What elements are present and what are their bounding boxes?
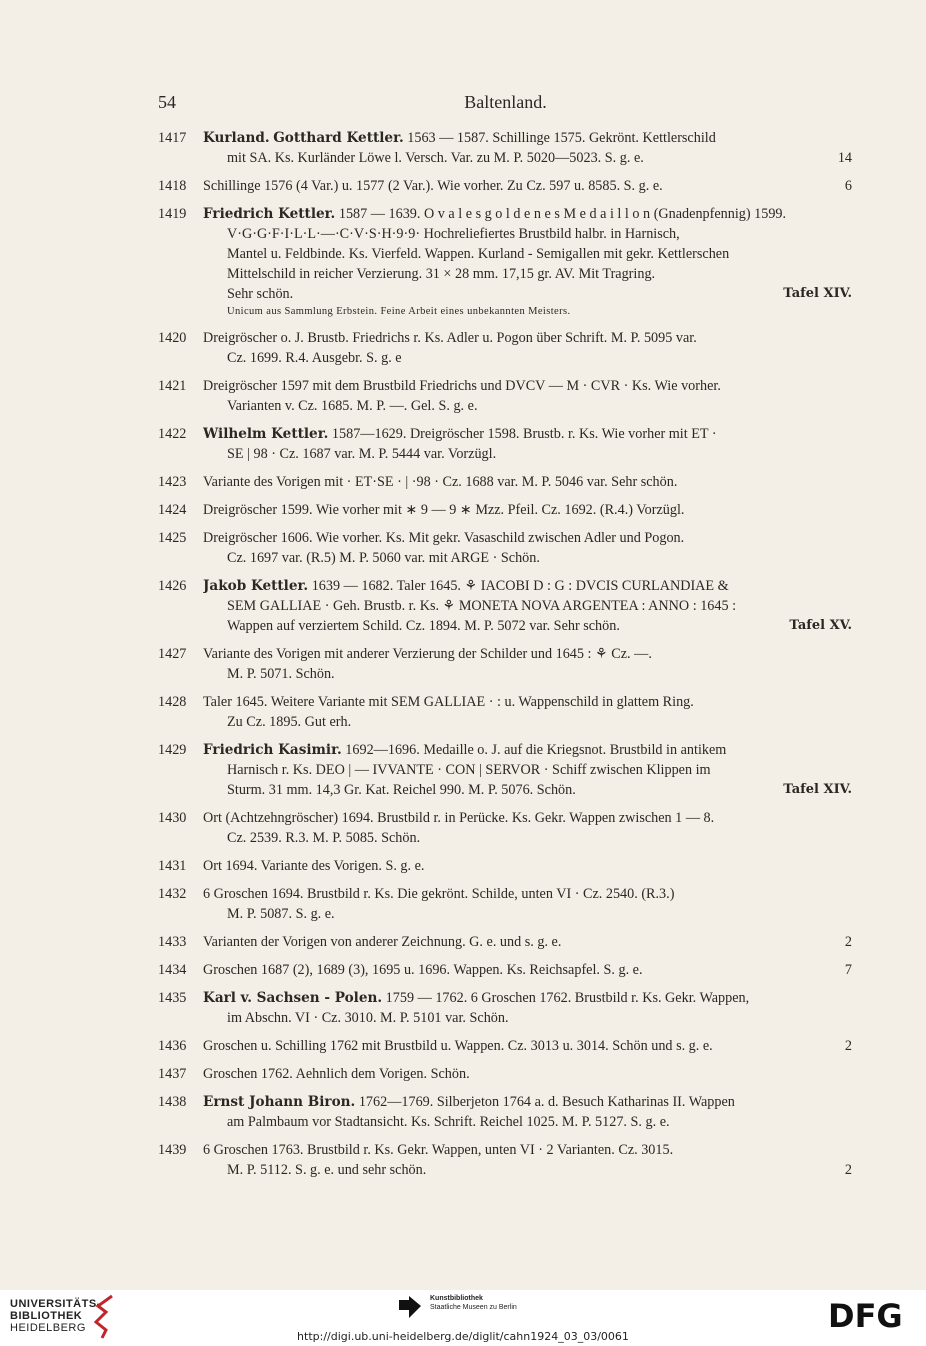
ruler-name: Wilhelm Kettler.	[203, 426, 329, 442]
entry-text: Mantel u. Feldbinde. Ks. Vierfeld. Wappen. Kurland - Semigallen mit gekr. Kettlerschen	[227, 246, 730, 262]
entry-text: Harnisch r. Ks. DEO | — IVVANTE · CON | SERVOR · Schiff zwischen Klippen im	[227, 762, 711, 778]
entry-number: 1424	[158, 502, 187, 518]
entry-number: 1418	[158, 178, 187, 194]
entry-line	[203, 856, 852, 876]
entry-line	[203, 264, 852, 284]
entry-text: 1692—1696. Medaille o. J. auf die Kriegsnot. Brustbild in antikem	[341, 742, 727, 758]
entry-number: 1425	[158, 530, 187, 546]
catalog-entry	[158, 528, 852, 568]
entry-text: 1563 — 1587. Schillinge 1575. Gekrönt. Kettlerschild	[403, 130, 716, 146]
entry-line	[203, 884, 852, 904]
entry-text: M. P. 5112. S. g. e. und sehr schön.	[227, 1162, 427, 1178]
entry-number: 1426	[158, 578, 187, 594]
entry-number: 1438	[158, 1094, 187, 1110]
entry-text: SEM GALLIAE · Geh. Brustb. r. Ks. ⚘ MONETA NOVA ARGENTEA : ANNO : 1645 :	[227, 598, 737, 614]
entry-number: 1421	[158, 378, 187, 394]
kb-subtitle: Staatliche Museen zu Berlin	[430, 1304, 517, 1311]
entry-text: V·G·G·F·I·L·L·—·C·V·S·H·9·9· Hochreliefiertes Brustbild halbr. in Harnisch,	[227, 226, 680, 242]
entry-line	[203, 528, 852, 548]
entry-line	[203, 244, 852, 264]
entry-number: 1439	[158, 1142, 187, 1158]
entry-text: im Abschn. VI · Cz. 3010. M. P. 5101 var. Schön.	[227, 1010, 509, 1026]
ruler-name: Friedrich Kettler.	[203, 206, 336, 222]
catalog-entry	[158, 884, 852, 924]
entry-text: SE | 98 · Cz. 1687 var. M. P. 5444 var. Vorzügl.	[227, 446, 497, 462]
entry-text: 6 Groschen 1694. Brustbild r. Ks. Die gekrönt. Schilde, unten VI · Cz. 2540. (R.3.)	[203, 886, 675, 902]
ruler-name: Ernst Johann Biron.	[203, 1094, 356, 1110]
kb-title: Kunstbibliothek	[430, 1295, 483, 1302]
entry-number: 1417	[158, 130, 187, 146]
plate-reference: Tafel XIV.	[783, 286, 852, 301]
entry-text: Ort (Achtzehngröscher) 1694. Brustbild r. in Perücke. Ks. Gekr. Wappen zwischen 1 — 8.	[203, 810, 715, 826]
entry-number: 1422	[158, 426, 187, 442]
catalog-entry	[158, 692, 852, 732]
footer	[0, 1290, 926, 1346]
ruler-name: Jakob Kettler.	[203, 578, 309, 594]
entry-text: Groschen 1687 (2), 1689 (3), 1695 u. 1696. Wappen. Ks. Reichsapfel. S. g. e.	[203, 962, 643, 978]
catalog-entry	[158, 988, 852, 1028]
lot-count: 2	[844, 1162, 852, 1178]
entry-line	[203, 284, 852, 304]
entry-text: Cz. 1697 var. (R.5) M. P. 5060 var. mit ARGE · Schön.	[227, 550, 540, 566]
entry-text: 1639 — 1682. Taler 1645. ⚘ IACOBI D : G : DVCIS CURLANDIAE &	[308, 578, 729, 594]
entry-line	[203, 1160, 852, 1180]
entry-number: 1429	[158, 742, 187, 758]
university-library-label	[10, 1298, 101, 1334]
entry-line	[203, 328, 852, 348]
lot-count: 2	[844, 1038, 852, 1054]
entry-text: Groschen u. Schilling 1762 mit Brustbild u. Wappen. Cz. 3013 u. 3014. Schön und s. g. e.	[203, 1038, 713, 1054]
catalog-entry	[158, 472, 852, 492]
uni-line: BIBLIOTHEK	[10, 1310, 83, 1322]
entry-line	[203, 1112, 852, 1132]
page-header	[158, 92, 853, 120]
catalog-entry	[158, 856, 852, 876]
dfg-logo-icon	[828, 1298, 916, 1332]
entry-line	[203, 596, 852, 616]
catalog-entry	[158, 204, 852, 320]
entry-number: 1420	[158, 330, 187, 346]
catalog-entry	[158, 1140, 852, 1180]
entry-line	[203, 644, 852, 664]
entry-line	[203, 472, 852, 492]
entry-line	[203, 828, 852, 848]
entry-text: 1587 — 1639. O v a l e s g o l d e n e s M e d a i l l o n (Gnadenpfennig) 1599.	[335, 206, 787, 222]
entry-text: M. P. 5087. S. g. e.	[227, 906, 335, 922]
entry-text: Wappen auf verziertem Schild. Cz. 1894. M. P. 5072 var. Sehr schön.	[227, 618, 620, 634]
lot-count: 14	[837, 150, 852, 166]
catalog-entry	[158, 808, 852, 848]
entry-line	[203, 376, 852, 396]
entry-text: Dreigröscher 1597 mit dem Brustbild Friedrichs und DVCV — M · CVR · Ks. Wie vorher.	[203, 378, 721, 394]
page-title: Baltenland.	[464, 92, 547, 112]
entry-line	[203, 932, 852, 952]
catalog-entries	[158, 128, 852, 1188]
entry-number: 1419	[158, 206, 187, 222]
entry-text: Sehr schön.	[227, 286, 294, 302]
entry-line	[203, 960, 852, 980]
kunstbibliothek-logo-icon	[395, 1292, 425, 1322]
lot-count: 7	[844, 962, 852, 978]
catalog-entry	[158, 576, 852, 636]
entry-text: Cz. 1699. R.4. Ausgebr. S. g. e	[227, 350, 402, 366]
entry-line	[203, 548, 852, 568]
entry-line	[203, 396, 852, 416]
catalog-entry	[158, 176, 852, 196]
catalog-entry	[158, 932, 852, 952]
plate-reference: Tafel XV.	[789, 618, 852, 633]
entry-line	[203, 128, 852, 148]
entry-line	[203, 988, 852, 1008]
entry-text: Groschen 1762. Aehnlich dem Vorigen. Schön.	[203, 1066, 470, 1082]
catalog-entry	[158, 500, 852, 520]
catalog-entry	[158, 1064, 852, 1084]
entry-line	[203, 1064, 852, 1084]
entry-text: 1759 — 1762. 6 Groschen 1762. Brustbild r. Ks. Gekr. Wappen,	[382, 990, 750, 1006]
entry-number: 1423	[158, 474, 187, 490]
catalog-entry	[158, 644, 852, 684]
ruler-name: Friedrich Kasimir.	[203, 742, 342, 758]
entry-number: 1433	[158, 934, 187, 950]
entry-number: 1427	[158, 646, 187, 662]
entry-line	[203, 444, 852, 464]
entry-line	[203, 148, 852, 168]
entry-text: Taler 1645. Weitere Variante mit SEM GALLIAE · : u. Wappenschild in glattem Ring.	[203, 694, 694, 710]
entry-line	[203, 204, 852, 224]
entry-text: Schillinge 1576 (4 Var.) u. 1577 (2 Var.). Wie vorher. Zu Cz. 597 u. 8585. S. g. e.	[203, 178, 663, 194]
entry-line	[203, 176, 852, 196]
entry-line	[203, 712, 852, 732]
entry-text: M. P. 5071. Schön.	[227, 666, 335, 682]
lot-count: 2	[844, 934, 852, 950]
entry-text: Varianten der Vorigen von anderer Zeichnung. G. e. und s. g. e.	[203, 934, 562, 950]
dfg-logo-text: DFG	[828, 1298, 903, 1332]
page-number: 54	[158, 92, 176, 112]
entry-line	[203, 664, 852, 684]
entry-line	[203, 780, 852, 800]
catalog-entry	[158, 960, 852, 980]
entry-text: Dreigröscher o. J. Brustb. Friedrichs r. Ks. Adler u. Pogon über Schrift. M. P. 5095 var.	[203, 330, 697, 346]
kunstbibliothek-label	[430, 1294, 517, 1312]
catalog-entry	[158, 328, 852, 368]
entry-line	[203, 1140, 852, 1160]
entry-text: Sturm. 31 mm. 14,3 Gr. Kat. Reichel 990. M. P. 5076. Schön.	[227, 782, 576, 798]
entry-line	[203, 740, 852, 760]
entry-text: Mittelschild in reicher Verzierung. 31 × 28 mm. 17,15 gr. AV. Mit Tragring.	[227, 266, 656, 282]
entry-line	[203, 224, 852, 244]
source-url[interactable]: http://digi.ub.uni-heidelberg.de/diglit/cahn1924_03_03/0061	[297, 1330, 629, 1343]
catalog-entry	[158, 376, 852, 416]
entry-number: 1437	[158, 1066, 187, 1082]
entry-text: 1587—1629. Dreigröscher 1598. Brustb. r. Ks. Wie vorher mit ET ·	[328, 426, 717, 442]
entry-number: 1434	[158, 962, 187, 978]
ruler-name: Gotthard Kettler.	[273, 130, 404, 146]
entry-line	[203, 808, 852, 828]
entry-line	[203, 424, 852, 444]
catalog-entry	[158, 128, 852, 168]
entry-line	[203, 576, 852, 596]
entry-text: Variante des Vorigen mit anderer Verzierung der Schilder und 1645 : ⚘ Cz. —.	[203, 646, 652, 662]
entry-text: mit SA. Ks. Kurländer Löwe l. Versch. Var. zu M. P. 5020—5023. S. g. e.	[227, 150, 644, 166]
entry-text: Cz. 2539. R.3. M. P. 5085. Schön.	[227, 830, 421, 846]
entry-number: 1432	[158, 886, 187, 902]
entry-text: Ort 1694. Variante des Vorigen. S. g. e.	[203, 858, 425, 874]
entry-text: 1762—1769. Silberjeton 1764 a. d. Besuch Katharinas II. Wappen	[355, 1094, 735, 1110]
entry-number: 1428	[158, 694, 187, 710]
entry-text: Dreigröscher 1599. Wie vorher mit ∗ 9 — 9 ∗ Mzz. Pfeil. Cz. 1692. (R.4.) Vorzügl.	[203, 502, 685, 518]
entry-line	[203, 760, 852, 780]
entry-line	[203, 348, 852, 368]
plate-reference: Tafel XIV.	[783, 782, 852, 797]
catalog-entry	[158, 424, 852, 464]
entry-line	[203, 1036, 852, 1056]
entry-note: Unicum aus Sammlung Erbstein. Feine Arbeit eines unbekannten Meisters.	[227, 306, 571, 317]
ruler-name: Karl v. Sachsen - Polen.	[203, 990, 383, 1006]
entry-text: Zu Cz. 1895. Gut erh.	[227, 714, 352, 730]
entry-text: am Palmbaum vor Stadtansicht. Ks. Schrift. Reichel 1025. M. P. 5127. S. g. e.	[227, 1114, 670, 1130]
entry-line	[203, 904, 852, 924]
entry-text: Variante des Vorigen mit · ET·SE · | ·98 · Cz. 1688 var. M. P. 5046 var. Sehr schön.	[203, 474, 678, 490]
entry-line	[203, 616, 852, 636]
entry-line	[203, 500, 852, 520]
entry-line	[203, 1092, 852, 1112]
entry-number: 1435	[158, 990, 187, 1006]
entry-line	[203, 692, 852, 712]
entry-text: 6 Groschen 1763. Brustbild r. Ks. Gekr. Wappen, unten VI · 2 Varianten. Cz. 3015.	[203, 1142, 674, 1158]
entry-line	[203, 1008, 852, 1028]
entry-number: 1436	[158, 1038, 187, 1054]
entry-number: 1431	[158, 858, 187, 874]
uni-line: HEIDELBERG	[10, 1322, 86, 1334]
catalog-entry	[158, 1036, 852, 1056]
entry-text: Dreigröscher 1606. Wie vorher. Ks. Mit gekr. Vasaschild zwischen Adler und Pogon.	[203, 530, 685, 546]
lot-count: 6	[844, 178, 852, 194]
entry-number: 1430	[158, 810, 187, 826]
catalog-entry	[158, 740, 852, 800]
ruler-name: Kurland.	[203, 130, 270, 146]
uni-line: UNIVERSITÄTS-	[10, 1298, 101, 1310]
catalog-entry	[158, 1092, 852, 1132]
entry-text: Varianten v. Cz. 1685. M. P. —. Gel. S. g. e.	[227, 398, 478, 414]
